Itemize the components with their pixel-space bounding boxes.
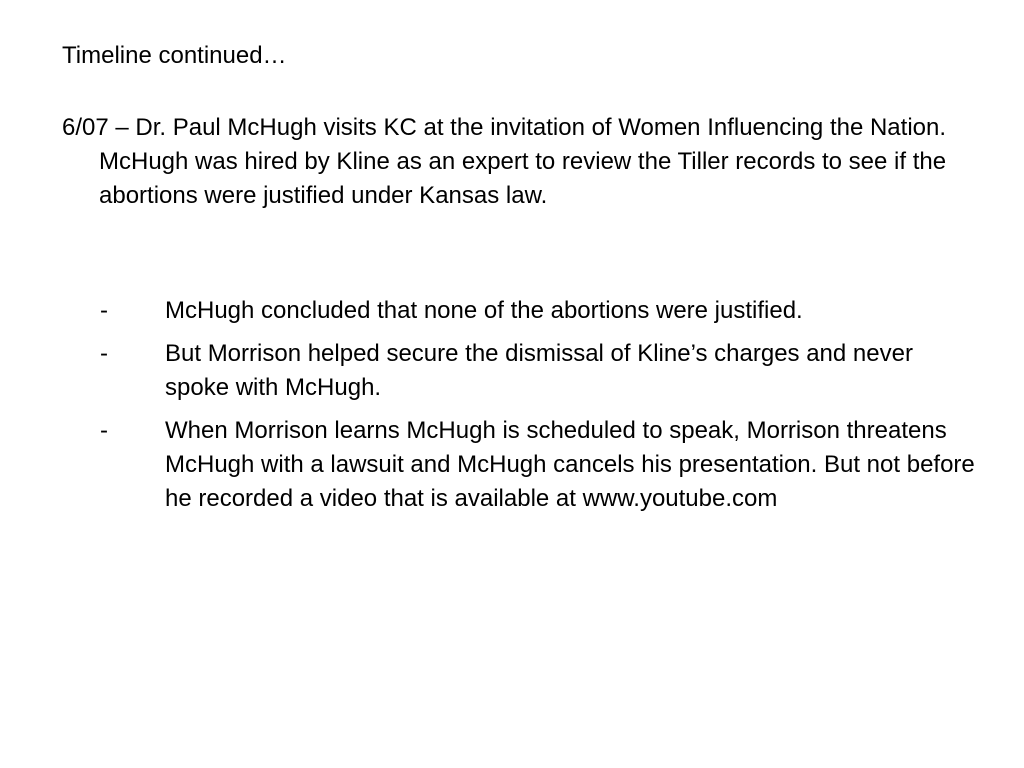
bullet-text: When Morrison learns McHugh is scheduled to speak, Morrison threatens McHugh with a lawsuit and McHugh cancels his presentation. But not before he recorded a video that is available at www.youtube.com	[165, 417, 975, 512]
timeline-entry: 6/07 – Dr. Paul McHugh visits KC at the invitation of Women Influencing the Nation. McHugh was hired by Kline as an expert to review the Tiller records to see if the abortions were justified under Kansas law.	[62, 114, 947, 209]
slide-title: Timeline continued…	[62, 42, 287, 69]
bullet-item	[100, 414, 980, 516]
bullet-marker: -	[100, 340, 108, 367]
bullet-item	[100, 337, 980, 405]
bullet-marker: -	[100, 417, 108, 444]
bullet-text: McHugh concluded that none of the abortions were justified.	[165, 297, 803, 324]
bullet-text: But Morrison helped secure the dismissal of Kline’s charges and never spoke with McHugh.	[165, 340, 913, 401]
bullet-item	[100, 294, 980, 328]
bullet-list	[100, 294, 980, 525]
bullet-marker: -	[100, 297, 108, 324]
